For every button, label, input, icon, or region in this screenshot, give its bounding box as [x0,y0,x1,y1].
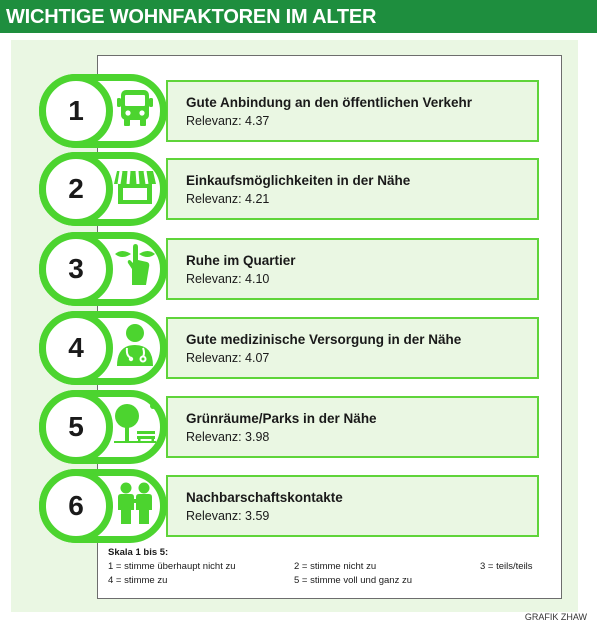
rank-badge-3 [39,232,167,306]
factor-label: Grünräume/Parks in der Nähe [186,411,377,426]
scale-item-5: 5 = stimme voll und ganz zu [294,575,413,586]
factor-label: Nachbarschaftskontakte [186,490,343,505]
rank-badge-5 [39,390,167,464]
rank-number: 6 [68,490,84,521]
rank-circle [39,469,113,543]
rank-circle [39,390,113,464]
header-bar [0,0,597,33]
factor-row-4 [166,317,539,379]
factor-row-5 [166,396,539,458]
rank-badge-2 [39,152,167,226]
rank-circle [39,152,113,226]
rank-badge-6 [39,469,167,543]
rank-number: 1 [68,95,84,126]
factor-relevanz: Relevanz: 4.10 [186,272,270,286]
scale-item-1: 1 = stimme überhaupt nicht zu [108,561,236,572]
doctor-icon [112,322,158,368]
factor-relevanz: Relevanz: 4.07 [186,351,270,365]
factor-relevanz: Relevanz: 3.98 [186,430,270,444]
scale-item-2: 2 = stimme nicht zu [294,561,377,572]
neighbors-icon [112,480,158,526]
factor-label: Ruhe im Quartier [186,253,296,268]
rank-circle [39,311,113,385]
source-credit: GRAFIK ZHAW [524,612,587,622]
rank-circle [39,74,113,148]
rank-badge-1 [39,74,167,148]
shop-icon [112,163,158,209]
factor-label: Einkaufsmöglichkeiten in der Nähe [186,173,411,188]
bus-icon [112,85,158,131]
rank-number: 3 [68,253,84,284]
scale-item-4: 4 = stimme zu [108,575,168,586]
factor-label: Gute Anbindung an den öffentlichen Verkehr [186,95,473,110]
park-icon [112,401,158,447]
scale-title: Skala 1 bis 5: [108,547,169,558]
factor-row-1 [166,80,539,142]
rank-number: 4 [68,332,84,363]
scale-item-3: 3 = teils/teils [480,561,533,572]
rank-number: 5 [68,411,84,442]
rank-badge-4 [39,311,167,385]
factor-relevanz: Relevanz: 3.59 [186,509,270,523]
factor-relevanz: Relevanz: 4.37 [186,114,270,128]
rank-number: 2 [68,173,84,204]
quiet-hand-icon [112,243,158,289]
rank-circle [39,232,113,306]
factor-row-3 [166,238,539,300]
page-title: WICHTIGE WOHNFAKTOREN IM ALTER [6,6,377,28]
factor-row-2 [166,158,539,220]
factor-relevanz: Relevanz: 4.21 [186,192,270,206]
factor-row-6 [166,475,539,537]
factor-label: Gute medizinische Versorgung in der Nähe [186,332,462,347]
